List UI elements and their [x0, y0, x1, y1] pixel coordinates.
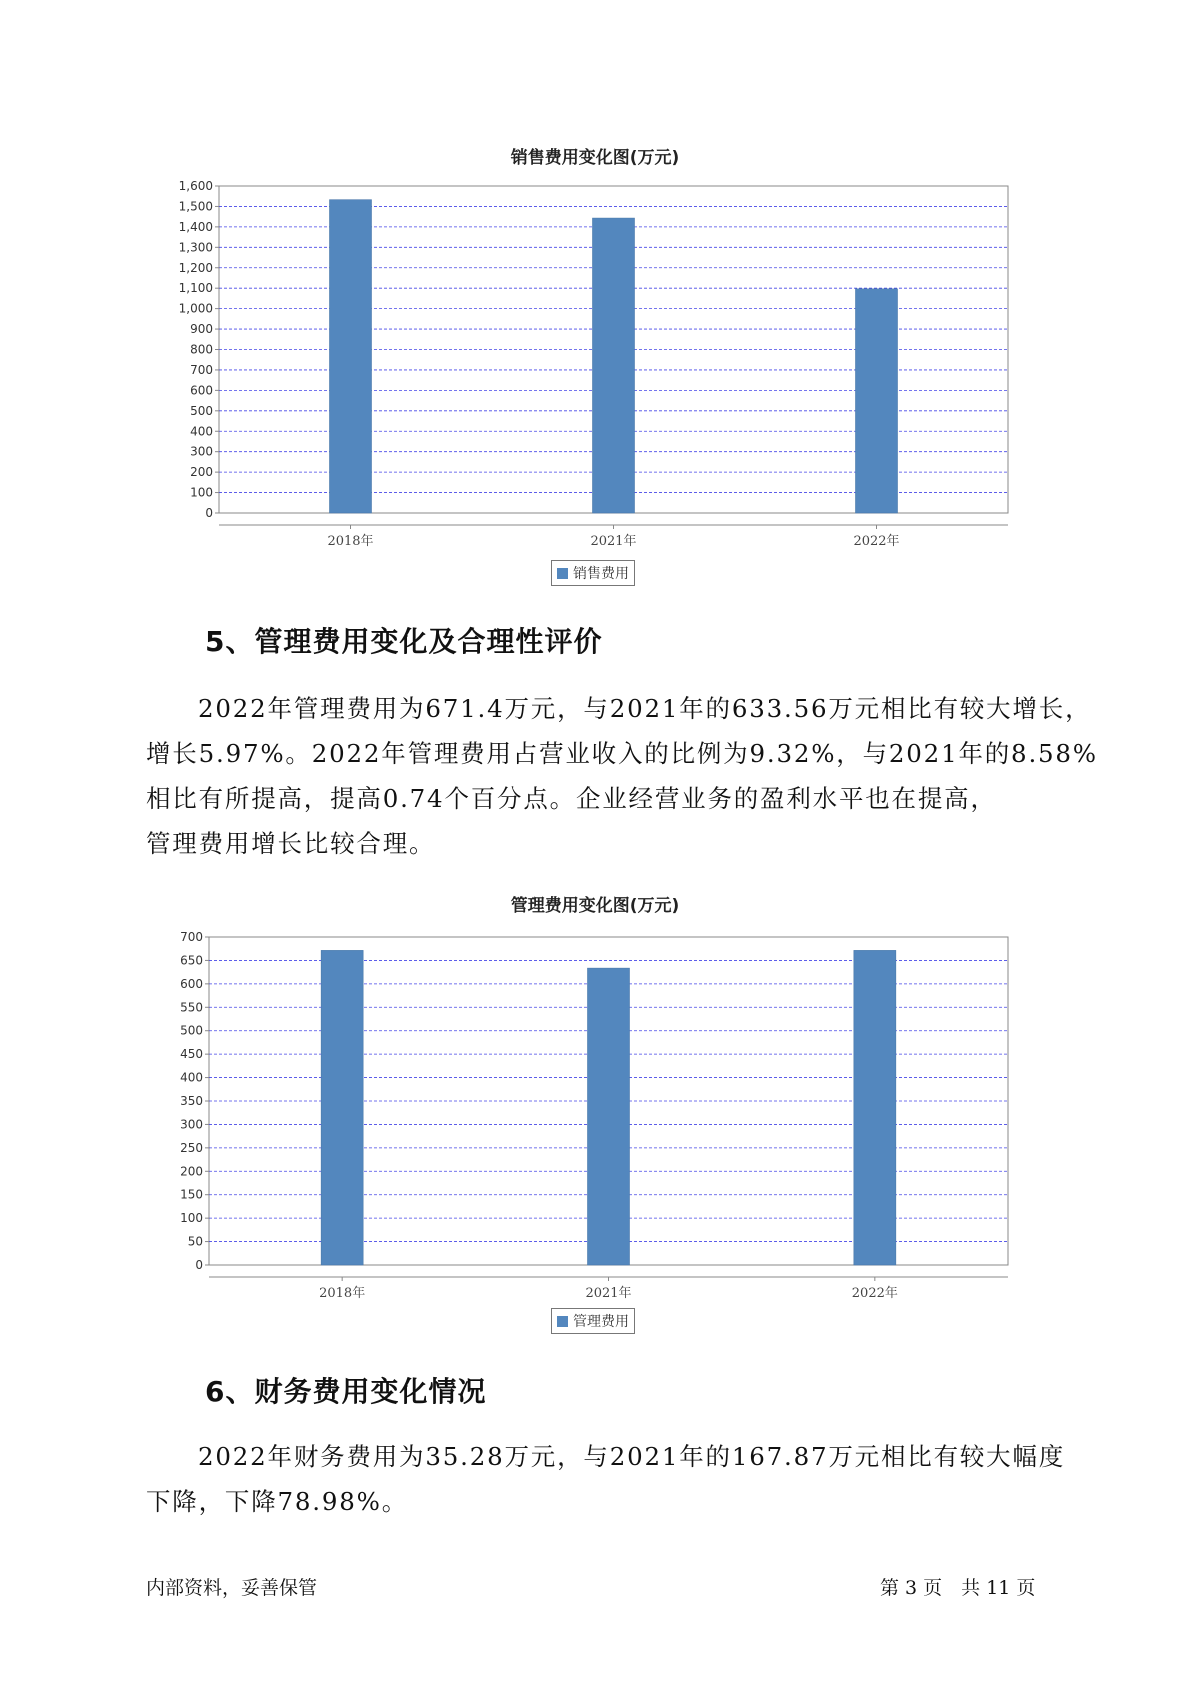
footer-confidential-note: 内部资料，妥善保管	[146, 1577, 318, 1599]
x-tick-label: 2021年	[590, 534, 637, 549]
section5-line: 增长5.97%。2022年管理费用占营业收入的比例为9.32%，与2021年的8.58%	[146, 739, 1098, 768]
section5-line: 管理费用增长比较合理。	[146, 829, 436, 858]
x-tick-label: 2022年	[851, 1286, 898, 1301]
y-tick-label: 700	[190, 362, 213, 377]
y-tick-label: 500	[190, 403, 213, 418]
section5-line: 2022年管理费用为671.4万元，与2021年的633.56万元相比有较大增长，	[198, 694, 1092, 723]
x-tick-label: 2018年	[327, 534, 374, 549]
legend-swatch	[557, 1316, 568, 1327]
y-tick-label: 400	[180, 1070, 203, 1085]
y-tick-label: 550	[180, 1000, 203, 1015]
y-tick-label: 450	[180, 1047, 203, 1062]
y-tick-label: 0	[205, 506, 213, 520]
y-tick-label: 1,200	[178, 260, 213, 275]
y-tick-label: 200	[190, 465, 213, 480]
y-tick-label: 1,600	[178, 179, 213, 193]
y-tick-label: 1,500	[178, 199, 213, 214]
y-tick-label: 350	[180, 1094, 203, 1108]
y-tick-label: 650	[180, 953, 203, 968]
chart2-legend-label: 管理费用	[573, 1314, 629, 1330]
y-tick-label: 800	[190, 342, 213, 357]
y-tick-label: 600	[190, 383, 213, 398]
y-tick-label: 150	[180, 1187, 203, 1202]
y-tick-label: 700	[180, 930, 203, 944]
bar	[321, 950, 363, 1265]
y-tick-label: 50	[187, 1234, 203, 1249]
y-tick-label: 1,300	[178, 240, 213, 255]
legend-swatch	[557, 568, 568, 579]
section5-line: 相比有所提高，提高0.74个百分点。企业经营业务的盈利水平也在提高，	[146, 784, 997, 813]
bar	[593, 218, 635, 513]
section6-line: 下降，下降78.98%。	[146, 1487, 409, 1516]
y-tick-label: 400	[190, 424, 213, 439]
section6-line: 2022年财务费用为35.28万元，与2021年的167.87万元相比有较大幅度	[198, 1442, 1066, 1471]
y-tick-label: 100	[180, 1211, 203, 1226]
y-tick-label: 300	[180, 1117, 203, 1132]
y-tick-label: 900	[190, 322, 213, 337]
y-tick-label: 250	[180, 1140, 203, 1155]
chart2-title: 管理费用变化图(万元)	[510, 896, 680, 916]
x-tick-label: 2022年	[853, 534, 900, 549]
y-tick-label: 200	[180, 1164, 203, 1179]
bar	[856, 289, 898, 513]
y-tick-label: 300	[190, 444, 213, 459]
section5-paragraph	[146, 686, 1106, 866]
chart1-title: 销售费用变化图(万元)	[510, 148, 680, 168]
x-tick-label: 2018年	[319, 1286, 366, 1301]
y-tick-label: 100	[190, 485, 213, 500]
chart1-legend	[551, 560, 635, 586]
y-tick-label: 600	[180, 976, 203, 991]
y-tick-label: 1,000	[178, 301, 213, 316]
y-tick-label: 1,100	[178, 281, 213, 296]
y-tick-label: 1,400	[178, 219, 213, 234]
section6-heading: 6、财务费用变化情况	[205, 1375, 487, 1408]
section5-heading: 5、管理费用变化及合理性评价	[205, 625, 603, 658]
x-tick-label: 2021年	[585, 1286, 632, 1301]
chart1-legend-label: 销售费用	[573, 566, 629, 582]
footer-page-number: 第 3 页 共 11 页	[880, 1577, 1036, 1599]
y-tick-label: 500	[180, 1023, 203, 1038]
y-tick-label: 0	[195, 1258, 203, 1272]
section6-paragraph	[146, 1434, 1106, 1524]
bar	[588, 968, 630, 1265]
chart2-legend	[551, 1308, 635, 1334]
bar	[854, 950, 896, 1265]
bar	[330, 200, 372, 513]
